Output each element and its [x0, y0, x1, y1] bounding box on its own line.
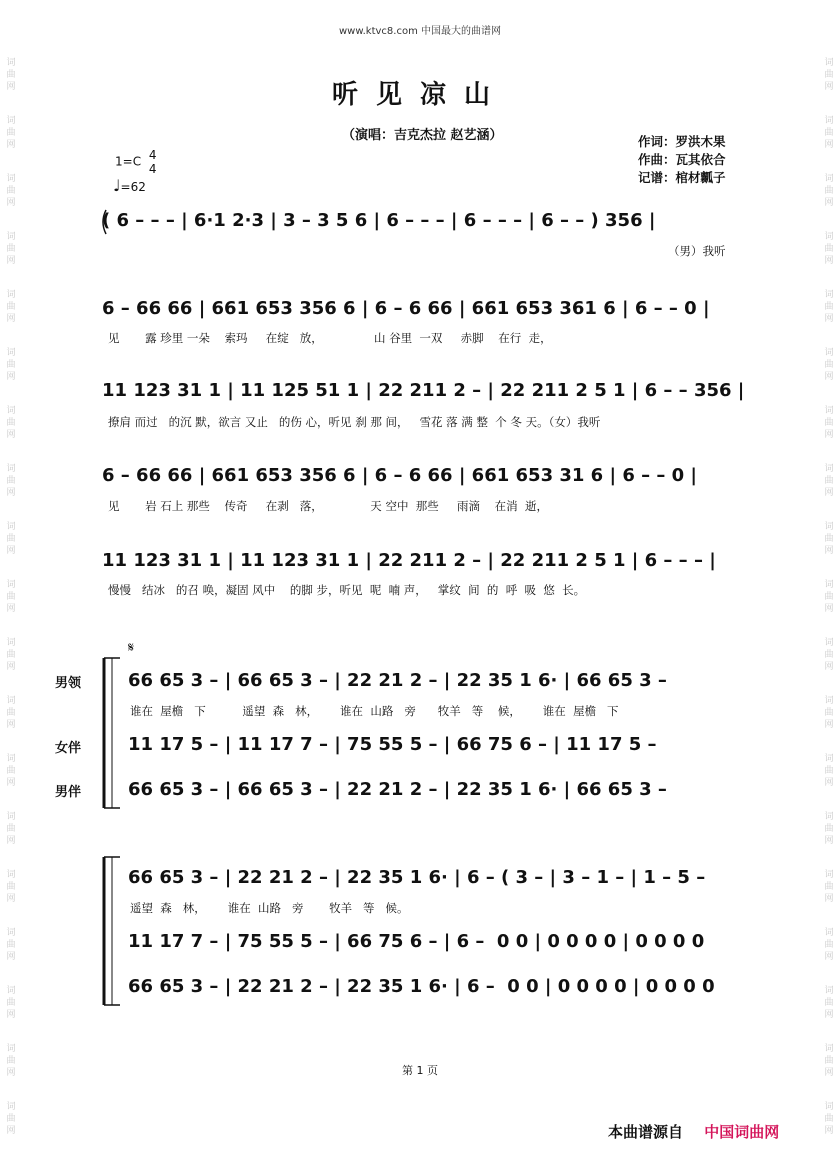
watermark-glyph: 词 — [824, 812, 834, 822]
watermark-glyph: 词 — [6, 58, 16, 68]
chorus2-part1-notes: 66 65 3 – | 22 21 2 – | 22 35 1 6· | 6 – ( 3 – | 3 – 1 – | 1 – 5 – — [128, 867, 706, 888]
source-brand-link[interactable]: 中国词曲网 — [704, 1123, 780, 1141]
source-prefix: 本曲谱源自 — [608, 1123, 684, 1141]
watermark-glyph: 曲 — [824, 244, 834, 254]
watermark-glyph: 网 — [824, 604, 834, 614]
chorus2-part1-lyrics: 遥望 森 林， 谁在 山路 旁 牧羊 等 候。 — [130, 901, 409, 915]
watermark-glyph: 词 — [6, 1044, 16, 1054]
watermark-glyph: 曲 — [6, 882, 16, 892]
watermark-glyph: 词 — [824, 928, 834, 938]
watermark-glyph: 曲 — [6, 940, 16, 950]
chorus1-female-backing-notes: 11 17 5 – | 11 17 7 – | 75 55 5 – | 66 75 6 – | 11 17 5 – — [128, 734, 657, 755]
watermark-glyph: 曲 — [6, 186, 16, 196]
watermark-glyph: 词 — [6, 348, 16, 358]
watermark-glyph: 词 — [6, 928, 16, 938]
watermark-glyph: 网 — [6, 140, 16, 150]
watermark-glyph: 网 — [824, 662, 834, 672]
watermark-glyph: 词 — [824, 754, 834, 764]
watermark-glyph: 词 — [824, 116, 834, 126]
watermark-glyph: 词 — [6, 580, 16, 590]
page-number: 第 1 页 — [402, 1064, 438, 1077]
watermark-glyph: 网 — [824, 314, 834, 324]
watermark-glyph: 词 — [6, 812, 16, 822]
watermark-glyph: 网 — [6, 198, 16, 208]
watermark-glyph: 词 — [6, 522, 16, 532]
watermark-glyph: 词 — [824, 58, 834, 68]
watermark-glyph: 曲 — [824, 940, 834, 950]
watermark-glyph: 网 — [824, 1126, 834, 1136]
watermark-glyph: 曲 — [6, 1114, 16, 1124]
watermark-glyph: 词 — [824, 580, 834, 590]
watermark-glyph: 曲 — [824, 70, 834, 80]
watermark-glyph: 词 — [6, 174, 16, 184]
watermark-glyph: 词 — [824, 696, 834, 706]
watermark-glyph: 曲 — [824, 882, 834, 892]
staff-row-4-lyrics: 见 岩 石上 那些 传奇 在剥 落， 天 空中 那些 雨滴 在消 逝， — [108, 499, 548, 513]
chorus2-part3-notes: 66 65 3 – | 22 21 2 – | 22 35 1 6· | 6 – 0 0 | 0 0 0 0 | 0 0 0 0 — [128, 976, 715, 997]
watermark-glyph: 曲 — [6, 70, 16, 80]
watermark-glyph: 曲 — [824, 534, 834, 544]
watermark-glyph: 词 — [6, 464, 16, 474]
watermark-glyph: 词 — [6, 986, 16, 996]
credit-lyricist: 作词：罗洪木果 — [638, 134, 726, 149]
watermark-glyph: 词 — [824, 522, 834, 532]
watermark-glyph: 网 — [6, 662, 16, 672]
watermark-glyph: 网 — [824, 372, 834, 382]
watermark-glyph: 词 — [824, 1044, 834, 1054]
watermark-glyph: 曲 — [824, 418, 834, 428]
watermark-glyph: 曲 — [824, 128, 834, 138]
watermark-glyph: 网 — [824, 198, 834, 208]
watermark-glyph: 曲 — [824, 824, 834, 834]
watermark-glyph: 词 — [6, 290, 16, 300]
watermark-glyph: 网 — [6, 1068, 16, 1078]
watermark-glyph: 网 — [6, 546, 16, 556]
staff-row-2-lyrics: 见 露 珍里 一朵 索玛 在绽 放， 山 谷里 一双 赤脚 在行 走， — [108, 331, 552, 345]
watermark-glyph: 曲 — [6, 534, 16, 544]
watermark-glyph: 词 — [824, 348, 834, 358]
watermark-glyph: 词 — [6, 232, 16, 242]
watermark-glyph: 网 — [6, 778, 16, 788]
staff-row-5-notes: 11 123 31 1 | 11 123 31 1 | 22 211 2 – | 22 211 2 5 1 | 6 – – – | — [102, 550, 716, 571]
watermark-glyph: 网 — [824, 836, 834, 846]
watermark-glyph: 曲 — [6, 128, 16, 138]
watermark-glyph: 词 — [6, 1102, 16, 1112]
watermark-glyph: 网 — [824, 430, 834, 440]
watermark-glyph: 曲 — [6, 1056, 16, 1066]
part-label-male-backing: 男伴 — [55, 785, 82, 800]
intro-bracket — [103, 210, 106, 234]
watermark-glyph: 网 — [6, 894, 16, 904]
watermark-glyph: 曲 — [824, 186, 834, 196]
watermark-glyph: 曲 — [824, 360, 834, 370]
tempo-marking: ♩=62 — [113, 176, 146, 195]
watermark-glyph: 词 — [6, 870, 16, 880]
watermark-glyph: 网 — [824, 488, 834, 498]
chorus1-male-backing-notes: 66 65 3 – | 66 65 3 – | 22 21 2 – | 22 35 1 6· | 66 65 3 – — [128, 779, 667, 800]
watermark-glyph: 网 — [6, 1010, 16, 1020]
watermark-glyph: 网 — [824, 546, 834, 556]
watermark-glyph: 曲 — [6, 708, 16, 718]
watermark-glyph: 网 — [6, 82, 16, 92]
watermark-glyph: 网 — [6, 720, 16, 730]
watermark-glyph: 曲 — [6, 998, 16, 1008]
watermark-glyph: 曲 — [6, 650, 16, 660]
watermark-glyph: 网 — [6, 604, 16, 614]
time-sig-top: 4 — [148, 148, 157, 162]
watermark-glyph: 网 — [824, 952, 834, 962]
watermark-glyph: 网 — [824, 778, 834, 788]
watermark-glyph: 词 — [824, 290, 834, 300]
watermark-glyph: 曲 — [6, 476, 16, 486]
chorus2-part2-notes: 11 17 7 – | 75 55 5 – | 66 75 6 – | 6 – 0 0 | 0 0 0 0 | 0 0 0 0 — [128, 931, 705, 952]
credit-composer: 作曲：瓦其依合 — [638, 152, 726, 167]
watermark-glyph: 曲 — [824, 708, 834, 718]
song-title: 听见凉山 — [331, 80, 508, 110]
staff-row-5-lyrics: 慢慢 结冰 的召 唤，凝固 风中 的脚 步，听见 呢 喃 声， 掌纹 间 的 呼 吸 悠 长。 — [108, 583, 586, 597]
watermark-glyph: 词 — [6, 406, 16, 416]
watermark-glyph: 曲 — [824, 1114, 834, 1124]
quarter-note-icon: ♩ — [113, 176, 121, 195]
watermark-glyph: 曲 — [6, 592, 16, 602]
watermark-glyph: 词 — [824, 1102, 834, 1112]
watermark-glyph: 曲 — [6, 302, 16, 312]
watermark-glyph: 曲 — [824, 998, 834, 1008]
staff-row-1-notes: ( 6 – – – | 6·1 2·3 | 3 – 3 5 6 | 6 – – – | 6 – – – | 6 – – ) 356 | — [102, 210, 656, 231]
watermark-glyph: 词 — [824, 638, 834, 648]
chorus1-male-lead-notes: 66 65 3 – | 66 65 3 – | 22 21 2 – | 22 35 1 6· | 66 65 3 – — [128, 670, 667, 691]
watermark-glyph: 曲 — [6, 824, 16, 834]
watermark-glyph: 网 — [824, 82, 834, 92]
watermark-glyph: 网 — [6, 952, 16, 962]
watermark-glyph: 网 — [824, 1068, 834, 1078]
watermark-glyph: 曲 — [824, 1056, 834, 1066]
watermark-glyph: 网 — [6, 1126, 16, 1136]
staff-row-3-lyrics: 撩肩 而过 的沉 默，欲言 又止 的伤 心，听见 刹 那 间， 雪花 落 满 整 个 冬 天。（女）我听 — [108, 415, 601, 429]
key-signature: 1=C 4 4 — [115, 148, 157, 176]
watermark-glyph: 曲 — [824, 766, 834, 776]
site-header: www.ktvc8.com 中国最大的曲谱网 — [338, 26, 501, 37]
staff-row-1-lyrics: （男）我听 — [668, 244, 726, 258]
source-credit — [608, 1121, 779, 1142]
watermark-glyph: 网 — [824, 720, 834, 730]
segno-icon: 𝄋 — [128, 640, 135, 656]
singers-line: （演唱：吉克杰拉 赵艺涵） — [342, 128, 503, 143]
staff-row-4-notes: 6 – 66 66 | 661 653 356 6 | 6 – 6 66 | 661 653 31 6 | 6 – – 0 | — [102, 465, 698, 486]
watermark-glyph: 曲 — [824, 650, 834, 660]
watermark-glyph: 曲 — [824, 476, 834, 486]
watermark-glyph: 网 — [824, 894, 834, 904]
watermark-glyph: 词 — [824, 232, 834, 242]
watermark-glyph: 网 — [6, 314, 16, 324]
watermark-glyph: 网 — [6, 488, 16, 498]
watermark-glyph: 词 — [824, 406, 834, 416]
watermark-glyph: 词 — [6, 116, 16, 126]
watermark-glyph: 词 — [6, 696, 16, 706]
watermark-glyph: 网 — [6, 256, 16, 266]
watermark-glyph: 曲 — [824, 302, 834, 312]
watermark-glyph: 词 — [824, 174, 834, 184]
chorus1-male-lead-lyrics: 谁在 屋檐 下 遥望 森 林， 谁在 山路 旁 牧羊 等 候， 谁在 屋檐 下 — [130, 704, 619, 718]
watermark-glyph: 词 — [824, 464, 834, 474]
watermark-glyph: 网 — [6, 430, 16, 440]
watermark-glyph: 网 — [824, 1010, 834, 1020]
watermark-glyph: 词 — [6, 754, 16, 764]
watermark-glyph: 网 — [6, 372, 16, 382]
watermark-glyph: 曲 — [6, 244, 16, 254]
watermark-glyph: 词 — [6, 638, 16, 648]
watermark-glyph: 网 — [824, 140, 834, 150]
watermark-glyph: 曲 — [6, 360, 16, 370]
watermark-glyph: 曲 — [6, 766, 16, 776]
staff-row-2-notes: 6 – 66 66 | 661 653 356 6 | 6 – 6 66 | 661 653 361 6 | 6 – – 0 | — [102, 298, 710, 319]
watermark-glyph: 词 — [824, 870, 834, 880]
watermark-glyph: 词 — [824, 986, 834, 996]
watermark-glyph: 网 — [824, 256, 834, 266]
watermark-glyph: 网 — [6, 836, 16, 846]
part-label-female-backing: 女伴 — [55, 741, 82, 756]
part-label-male-lead: 男领 — [55, 676, 82, 691]
staff-row-3-notes: 11 123 31 1 | 11 125 51 1 | 22 211 2 – | 22 211 2 5 1 | 6 – – 356 | — [102, 380, 745, 401]
watermark-glyph: 曲 — [824, 592, 834, 602]
watermark-glyph: 曲 — [6, 418, 16, 428]
credit-notation: 记谱：棺材瓤子 — [638, 170, 726, 185]
time-sig-bottom: 4 — [148, 162, 157, 176]
